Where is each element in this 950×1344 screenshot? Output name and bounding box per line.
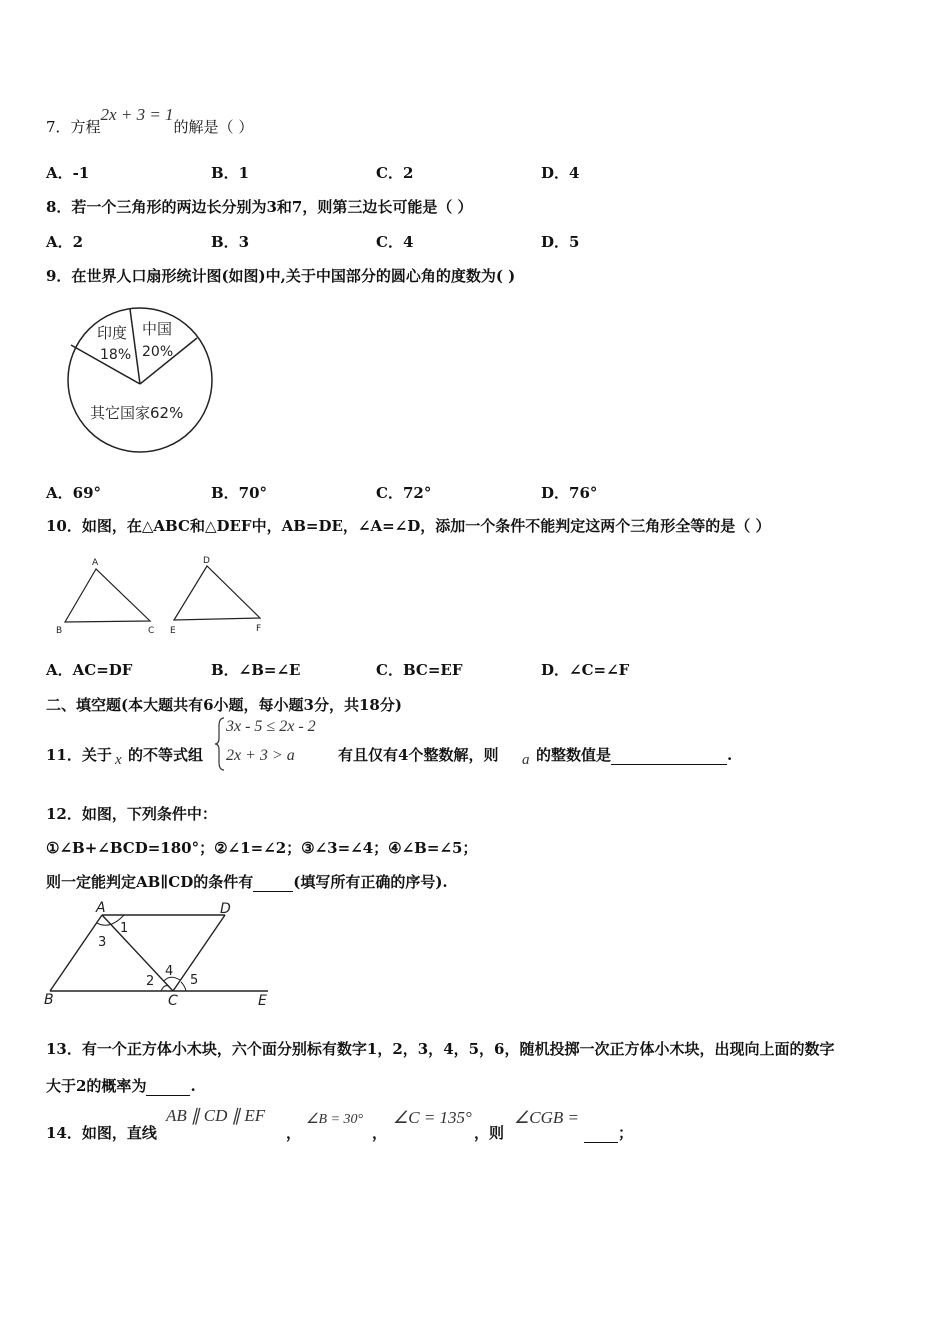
q14-answer-line <box>584 1122 633 1143</box>
q13-line-2-prefix: 大于2的概率为 <box>46 1077 147 1095</box>
q7-option-b: B．1 <box>211 164 250 182</box>
fig-angle-2: 2 <box>146 974 155 989</box>
q9-option-c: C．72° <box>376 484 432 502</box>
q12-line-3 <box>46 871 448 892</box>
q10-option-a: A．AC=DF <box>46 661 133 679</box>
q14-prefix: 14．如图，直线 <box>46 1124 157 1142</box>
label-d: D <box>203 556 210 566</box>
q8-option-d: D．5 <box>541 233 580 251</box>
pie-label-other <box>90 404 183 422</box>
q13-line-2-suffix: . <box>190 1077 196 1095</box>
q7-option-c: C．2 <box>376 164 414 182</box>
q8-option-b: B．3 <box>211 233 250 251</box>
triangle-abc <box>65 569 150 622</box>
q14-comma-1: ， <box>286 1124 302 1142</box>
q11-inequality-2: 2x + 3 > a <box>226 747 295 764</box>
fig-angle-1: 1 <box>120 921 129 936</box>
q10-option-b: B．∠B=∠E <box>211 661 301 679</box>
brace-icon <box>214 716 226 772</box>
q10-question: 10．如图，在△ABC和△DEF中，AB=DE，∠A=∠D，添加一个条件不能判定这两个三角形全等的是（ ） <box>46 517 771 535</box>
q7-option-a: A．-1 <box>46 164 90 182</box>
q11-prefix: 11．关于 <box>46 746 112 764</box>
q14-expr-parallel: AB ∥ CD ∥ EF <box>166 1106 266 1125</box>
fig-label-e: E <box>258 993 267 1009</box>
q10-triangles-figure <box>50 552 280 642</box>
fig-label-b: B <box>44 992 54 1008</box>
fig-angle-5: 5 <box>190 973 199 988</box>
q14-answer-blank[interactable] <box>584 1124 618 1143</box>
q9-question: 9．在世界人口扇形统计图(如图)中,关于中国部分的圆心角的度数为( ) <box>46 267 516 285</box>
pie-percent-india: 18% <box>100 347 132 363</box>
pie-label-india: 印度 <box>97 324 128 342</box>
label-a: A <box>92 558 99 568</box>
q11-var-a: a <box>522 752 530 768</box>
fig-label-c: C <box>168 993 178 1009</box>
q9-option-b: B．70° <box>211 484 268 502</box>
label-e: E <box>170 626 176 636</box>
fig-label-a: A <box>96 900 106 916</box>
q12-line-3-prefix: 则一定能判定AB∥CD的条件有 <box>46 873 254 891</box>
q14-end: ； <box>618 1124 634 1142</box>
q14-expr-angle-b: ∠B = 30° <box>306 1112 364 1127</box>
q11-var-x: x <box>115 752 122 768</box>
fig-label-d: D <box>220 901 231 917</box>
section-title: 二、填空题(本大题共有6小题，每小题3分，共18分) <box>46 696 402 714</box>
pie-percent-other: 62% <box>150 404 184 422</box>
q8-option-c: C．4 <box>376 233 414 251</box>
q8-option-a: A．2 <box>46 233 84 251</box>
q8-question: 8．若一个三角形的两边长分别为3和7，则第三边长可能是（ ） <box>46 198 473 216</box>
label-b: B <box>56 626 63 636</box>
pie-label-china: 中国 <box>142 320 173 338</box>
q12-parallelogram-figure <box>40 898 280 1010</box>
q14-then: ，则 <box>474 1124 505 1142</box>
q11-inequality-1: 3x - 5 ≤ 2x - 2 <box>226 718 316 735</box>
q14-comma-2: ， <box>372 1124 388 1142</box>
q7-prefix: 7．方程 <box>46 118 101 136</box>
pie-chart <box>60 300 220 460</box>
q10-option-d: D．∠C=∠F <box>541 661 630 679</box>
q12-line-1: 12．如图，下列条件中： <box>46 805 217 823</box>
q14-expr-angle-c: ∠C = 135° <box>393 1108 472 1127</box>
q12-line-3-suffix: (填写所有正确的序号). <box>293 873 448 891</box>
q12-line-2: ①∠B+∠BCD=180°；②∠1=∠2；③∠3=∠4；④∠B=∠5； <box>46 839 478 857</box>
q11-end: . <box>727 746 733 764</box>
label-c: C <box>148 626 155 636</box>
q7-equation: 2x + 3 = 1 <box>100 105 174 124</box>
label-f: F <box>256 624 262 634</box>
fig-angle-3: 3 <box>98 935 107 950</box>
q11-middle: 的不等式组 <box>128 746 204 764</box>
pie-divider-india-china <box>130 309 140 384</box>
q7-option-d: D．4 <box>541 164 580 182</box>
pie-label-other-name: 其它国家 <box>90 404 151 422</box>
q11-after: 有且仅有4个整数解，则 <box>338 746 499 764</box>
q9-option-a: A．69° <box>46 484 102 502</box>
q11-suffix-text: 的整数值是 <box>536 746 612 764</box>
q14-expr-angle-cgb: ∠CGB = <box>514 1108 579 1127</box>
q13-line-2 <box>46 1075 196 1096</box>
q9-option-d: D．76° <box>541 484 598 502</box>
q13-answer-blank[interactable] <box>146 1077 190 1096</box>
q7-line <box>46 105 254 137</box>
q11-suffix <box>536 744 732 765</box>
q11-answer-blank[interactable] <box>611 746 727 765</box>
q12-answer-blank[interactable] <box>253 873 293 892</box>
pie-percent-china: 20% <box>142 344 174 360</box>
q7-suffix: 的解是（ ） <box>173 118 254 136</box>
q10-option-c: C．BC=EF <box>376 661 463 679</box>
triangle-def <box>174 566 260 620</box>
q13-line-1: 13．有一个正方体小木块，六个面分别标有数字1，2，3，4，5，6，随机投掷一次正方体小木块，出现向上面的数字 <box>46 1040 835 1058</box>
fig-angle-4: 4 <box>165 964 174 979</box>
